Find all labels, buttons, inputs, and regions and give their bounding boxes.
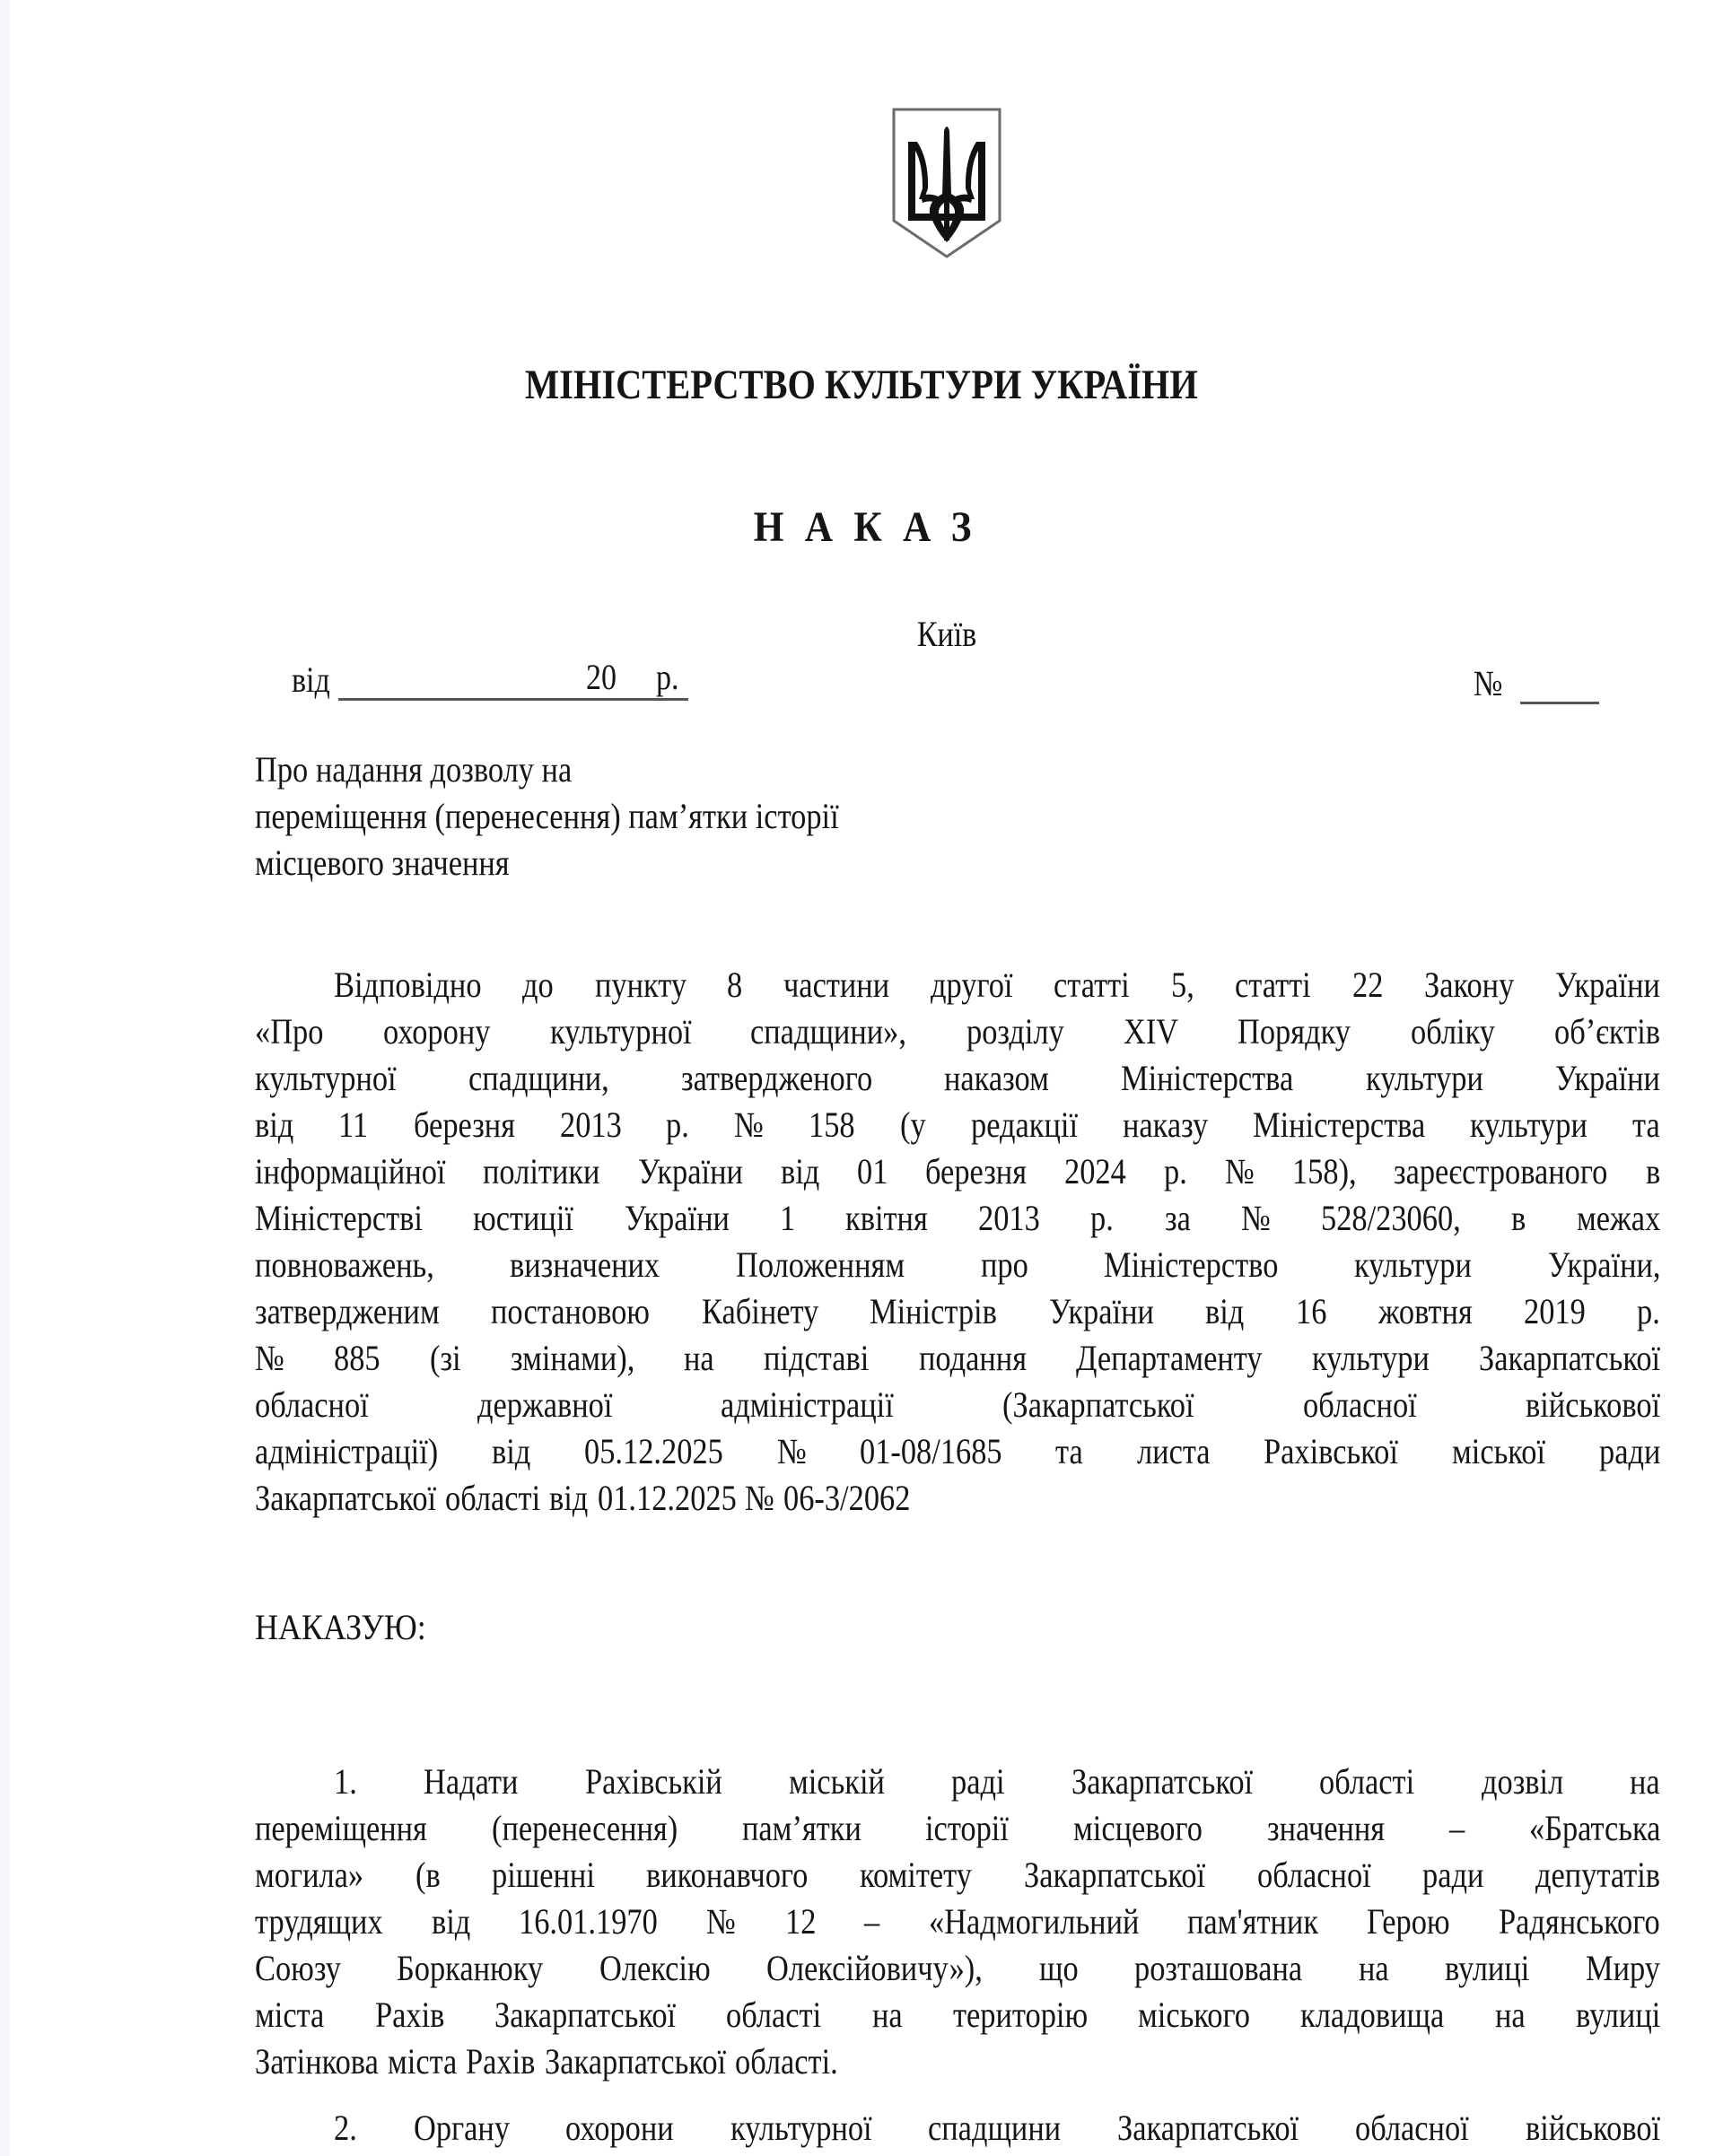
word: 01 — [857, 1151, 888, 1191]
text-line — [255, 962, 1660, 1008]
word: – — [1448, 1808, 1465, 1848]
word: в — [1511, 1198, 1526, 1238]
word: міської — [1451, 1431, 1545, 1471]
word: Закарпатської — [1071, 1761, 1254, 1802]
word: (перенесення) — [491, 1808, 678, 1848]
word: від — [491, 1431, 531, 1471]
decree-word: НАКАЗУЮ: — [255, 1607, 426, 1647]
word: (в — [415, 1855, 441, 1895]
word: культури — [1311, 1338, 1430, 1378]
word: кладовища — [1300, 1995, 1445, 2035]
text-line — [255, 1805, 1660, 1852]
word: 12 — [784, 1901, 816, 1942]
word: № — [734, 1104, 765, 1145]
word: вулиці — [1575, 1995, 1660, 2035]
text-line — [255, 1852, 1660, 1899]
word: розташована — [1134, 1948, 1303, 1988]
word: переміщення — [255, 1808, 427, 1848]
word: Міністерство — [1104, 1244, 1279, 1285]
word: № — [255, 1338, 284, 1378]
word: р. — [1164, 1151, 1188, 1191]
word: на — [1358, 1948, 1389, 1988]
document-subject — [255, 746, 839, 886]
word: р. — [1637, 1291, 1660, 1331]
word: Положенням — [736, 1244, 905, 1285]
word: міста — [387, 2041, 458, 2082]
word: обласної — [255, 1384, 369, 1425]
text-line — [255, 1475, 1660, 1522]
text-line — [255, 1288, 1660, 1335]
word: № — [706, 1901, 737, 1942]
word: області — [1319, 1761, 1415, 1802]
word: (Закарпатської — [1002, 1384, 1194, 1425]
word: Закарпатської — [544, 2041, 726, 2082]
word: культурної — [730, 2108, 872, 2148]
word: редакції — [970, 1104, 1078, 1145]
word: від — [431, 1901, 471, 1942]
word: обласної — [1355, 2108, 1470, 2148]
word: до — [522, 965, 554, 1005]
number-field — [1474, 654, 1599, 704]
word: культурної — [255, 1058, 397, 1098]
word: юстиції — [473, 1198, 574, 1238]
word: 05.12.2025 — [584, 1431, 723, 1471]
word: державної — [477, 1384, 613, 1425]
word: затвердженого — [680, 1058, 873, 1098]
word: Олексійовичу»), — [766, 1948, 984, 1988]
date-field — [292, 654, 688, 701]
word: адміністрації — [721, 1384, 895, 1425]
word: від — [549, 1478, 589, 1518]
text-line — [255, 1195, 1660, 1242]
word: подання — [918, 1338, 1027, 1378]
word: військової — [1525, 2108, 1660, 2148]
word: обласної — [1303, 1384, 1417, 1425]
word: на — [1494, 1995, 1526, 2035]
word: березня — [925, 1151, 1028, 1191]
word: Союзу — [255, 1948, 341, 1988]
word: історії — [925, 1808, 1010, 1848]
document-type: НАКАЗ — [753, 503, 993, 551]
word: Закарпатської — [494, 1995, 677, 2035]
word: Надати — [424, 1761, 519, 1802]
word: Закарпатської — [1117, 2108, 1299, 2148]
ministry-name: МІНІСТЕРСТВО КУЛЬТУРИ УКРАЇНИ — [525, 362, 1198, 408]
word: охорони — [565, 2108, 675, 2148]
word: Затінкова — [255, 2041, 379, 2082]
document-type-heading — [0, 502, 1723, 552]
word: депутатів — [1535, 1855, 1660, 1895]
word: (у — [899, 1104, 926, 1145]
word: комітету — [860, 1855, 973, 1895]
word: 1. — [334, 1761, 357, 1802]
word: Міністерстві — [255, 1198, 423, 1238]
word: Міністрів — [870, 1291, 998, 1331]
word: охорону — [382, 1011, 491, 1052]
subject-line: місцевого значення — [255, 842, 510, 883]
word: Рахів — [466, 2041, 536, 2082]
ministry-heading — [0, 361, 1723, 409]
word: вулиці — [1445, 1948, 1530, 1988]
text-line — [255, 1008, 1660, 1055]
word: 2024 — [1064, 1151, 1127, 1191]
word: Міністерства — [1252, 1104, 1426, 1145]
word: України — [1048, 1291, 1154, 1331]
word: Закарпатської — [255, 1478, 437, 1518]
word: 01.12.2025 — [597, 1478, 737, 1518]
word: розділу — [966, 1011, 1064, 1052]
word: 5, — [1170, 965, 1194, 1005]
date-prefix: від — [292, 659, 330, 700]
word: Закону — [1423, 965, 1515, 1005]
word: р. — [666, 1104, 690, 1145]
text-line — [255, 1759, 1660, 1805]
word: на — [1630, 1761, 1660, 1802]
word: місцевого — [1072, 1808, 1203, 1848]
word: межах — [1576, 1198, 1660, 1238]
word: культури — [1365, 1058, 1483, 1098]
word: області. — [734, 2041, 838, 2082]
word: області — [726, 1995, 822, 2035]
word: України — [624, 1198, 730, 1238]
word: в — [1645, 1151, 1660, 1191]
word: квітня — [845, 1198, 929, 1238]
word: області — [445, 1478, 541, 1518]
order-item-1 — [255, 1759, 1660, 2085]
word: 2013 — [978, 1198, 1041, 1238]
preamble-paragraph — [255, 962, 1660, 1522]
word: 01-08/1685 — [860, 1431, 1002, 1471]
word: культури — [1470, 1104, 1588, 1145]
word: (зі — [429, 1338, 461, 1378]
text-line — [255, 1102, 1660, 1148]
text-line — [255, 2038, 1660, 2085]
word: обласної — [1256, 1855, 1371, 1895]
word: Радянського — [1499, 1901, 1661, 1942]
word: раді — [951, 1761, 1005, 1802]
word: XIV — [1123, 1011, 1178, 1052]
word: змінами), — [510, 1338, 635, 1378]
word: рішенні — [492, 1855, 595, 1895]
word: повноважень, — [255, 1244, 434, 1285]
word: листа — [1136, 1431, 1211, 1471]
text-line — [255, 1335, 1660, 1382]
word: України — [1554, 965, 1660, 1005]
word: підставі — [764, 1338, 870, 1378]
word: статті — [1235, 965, 1312, 1005]
word: Закарпатської — [1023, 1855, 1206, 1895]
city-name: Київ — [916, 614, 977, 654]
text-line — [255, 1055, 1660, 1102]
word: 528/23060, — [1320, 1198, 1461, 1238]
word: Кабінету — [701, 1291, 818, 1331]
text-line — [255, 1148, 1660, 1195]
word: Органу — [413, 2108, 510, 2148]
word: р. — [1090, 1198, 1115, 1238]
word: 158 — [809, 1104, 855, 1145]
word: від — [1205, 1291, 1245, 1331]
word: спадщини — [928, 2108, 1062, 2148]
subject-line: Про надання дозволу на — [255, 749, 573, 790]
word: культури — [1354, 1244, 1472, 1285]
word: Департаменту — [1075, 1338, 1263, 1378]
word: значення — [1266, 1808, 1385, 1848]
word: жовтня — [1378, 1291, 1473, 1331]
word: виконавчого — [646, 1855, 809, 1895]
word: Міністерства — [1121, 1058, 1294, 1098]
city-line — [0, 613, 1723, 655]
word: наказу — [1122, 1104, 1208, 1145]
word: військової — [1525, 1384, 1660, 1425]
word: пам'ятник — [1187, 1901, 1319, 1942]
number-blank-line — [1520, 655, 1599, 704]
word: Герою — [1367, 1901, 1451, 1942]
word: ради — [1421, 1855, 1484, 1895]
word: № — [1224, 1151, 1255, 1191]
text-line — [255, 2105, 1660, 2152]
word: 2. — [334, 2108, 357, 2148]
text-line — [255, 1945, 1660, 1992]
coat-of-arms-icon — [888, 106, 1005, 260]
text-line — [255, 1242, 1660, 1288]
word: № — [1240, 1198, 1271, 1238]
word: на — [871, 1995, 903, 2035]
date-year-prefix: 20 — [586, 657, 617, 697]
word: територію — [952, 1995, 1088, 2035]
word: 06-3/2062 — [783, 1478, 911, 1518]
word: та — [1055, 1431, 1084, 1471]
word: міській — [788, 1761, 885, 1802]
word: 2019 — [1523, 1291, 1586, 1331]
word: інформаційної — [255, 1151, 446, 1191]
word: № — [776, 1431, 807, 1471]
word: наказом — [944, 1058, 1050, 1098]
word: 885 — [334, 1338, 380, 1378]
word: України — [637, 1151, 743, 1191]
word: другої — [931, 965, 1013, 1005]
word: частини — [783, 965, 890, 1005]
word: на — [684, 1338, 714, 1378]
word: адміністрації) — [255, 1431, 439, 1471]
word: Миру — [1585, 1948, 1660, 1988]
text-line — [255, 1428, 1660, 1475]
word: Рахівській — [584, 1761, 722, 1802]
word: статті — [1054, 965, 1131, 1005]
word: Закарпатської — [1478, 1338, 1660, 1378]
word: 16.01.1970 — [519, 1901, 659, 1942]
word: пам’ятки — [741, 1808, 862, 1848]
word: 1 — [779, 1198, 795, 1238]
word: політики — [483, 1151, 600, 1191]
word: Рахів — [374, 1995, 444, 2035]
word: Відповідно — [334, 965, 482, 1005]
word: України — [1555, 1058, 1660, 1098]
word: постановою — [491, 1291, 651, 1331]
word: від — [255, 1104, 294, 1145]
word: Олексію — [599, 1948, 711, 1988]
date-blank-line — [338, 655, 688, 701]
text-line — [255, 1899, 1660, 1945]
word: 22 — [1351, 965, 1384, 1005]
word: пункту — [594, 965, 687, 1005]
word: дозвіл — [1481, 1761, 1563, 1802]
word: ради — [1598, 1431, 1660, 1471]
word: № — [745, 1478, 775, 1518]
word: «Надмогильний — [928, 1901, 1139, 1942]
word: від — [780, 1151, 820, 1191]
word: Порядку — [1238, 1011, 1351, 1052]
word: 11 — [338, 1104, 369, 1145]
text-line — [255, 1992, 1660, 2038]
word: за — [1164, 1198, 1191, 1238]
word: Рахівської — [1264, 1431, 1399, 1471]
word: міста — [255, 1995, 325, 2035]
word: культурної — [549, 1011, 692, 1052]
word: 16 — [1295, 1291, 1327, 1331]
word: про — [980, 1244, 1028, 1285]
word: 8 — [727, 965, 743, 1005]
word: міського — [1138, 1995, 1251, 2035]
word: що — [1038, 1948, 1079, 1988]
word: та — [1632, 1104, 1660, 1145]
number-label: № — [1474, 663, 1503, 703]
word: спадщини», — [750, 1011, 907, 1052]
word: зареєстрованого — [1394, 1151, 1608, 1191]
subject-line: переміщення (перенесення) пам’ятки історії — [255, 796, 839, 836]
order-item-2 — [255, 2105, 1660, 2152]
word: об’єктів — [1553, 1011, 1660, 1052]
word: обліку — [1410, 1011, 1495, 1052]
word: могила» — [255, 1855, 364, 1895]
word: трудящих — [255, 1901, 383, 1942]
text-line — [255, 1382, 1660, 1428]
word: 158), — [1291, 1151, 1357, 1191]
word: затвердженим — [255, 1291, 440, 1331]
date-year-suffix: р. — [656, 657, 679, 697]
word: «Братська — [1528, 1808, 1660, 1848]
word: Борканюку — [397, 1948, 544, 1988]
word: – — [864, 1901, 880, 1942]
word: «Про — [255, 1011, 324, 1052]
word: 2013 — [559, 1104, 622, 1145]
word: України, — [1547, 1244, 1661, 1285]
word: березня — [413, 1104, 515, 1145]
word: спадщини, — [468, 1058, 609, 1098]
word: визначених — [510, 1244, 660, 1285]
